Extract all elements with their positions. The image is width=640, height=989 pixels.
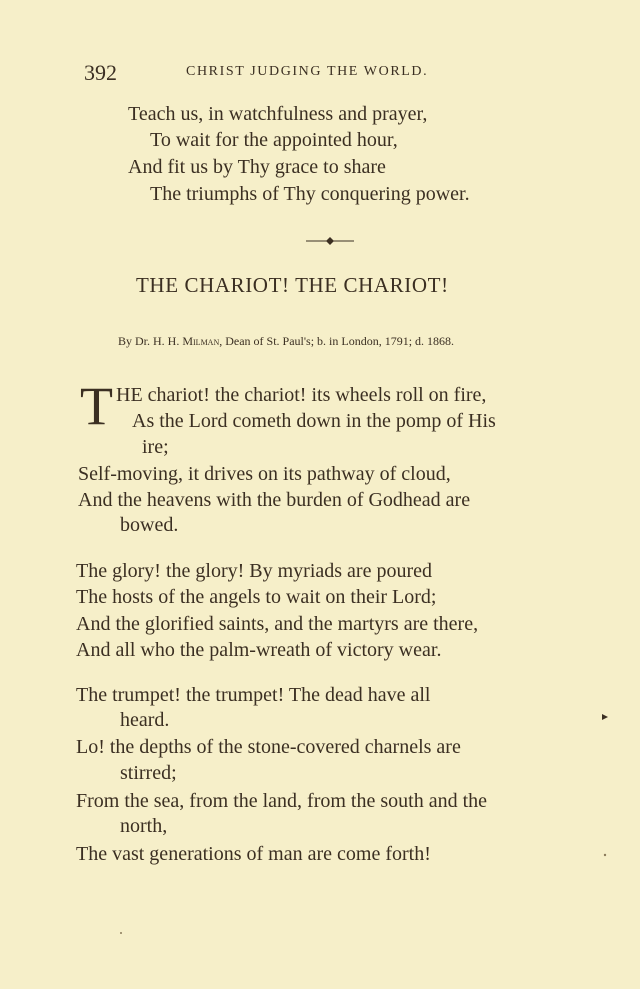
paper-speck-icon xyxy=(118,930,124,936)
prev-hymn-line-1: Teach us, in watchfulness and prayer, xyxy=(128,103,428,125)
stanza2-line-3: And the glorified saints, and the martyrs are there, xyxy=(76,613,479,635)
prev-hymn-line-2: To wait for the appointed hour, xyxy=(150,129,398,151)
stanza3-line-4: stirred; xyxy=(120,762,177,784)
stanza3-line-3: Lo! the depths of the stone-covered charnels are xyxy=(76,736,461,758)
stanza1-line-6: bowed. xyxy=(120,514,179,536)
stanza3-line-5: From the sea, from the land, from the south and the xyxy=(76,790,488,812)
stanza2-line-2: The hosts of the angels to wait on their Lord; xyxy=(76,586,437,608)
stanza1-line-4: Self-moving, it drives on its pathway of cloud, xyxy=(78,463,451,485)
hymn-title: THE CHARIOT! THE CHARIOT! xyxy=(136,273,449,297)
prev-hymn-line-3: And fit us by Thy grace to share xyxy=(128,156,386,178)
stanza1-line-5: And the heavens with the burden of Godhead are xyxy=(78,489,471,511)
running-title: CHRIST JUDGING THE WORLD. xyxy=(186,64,429,79)
hymn-byline: By Dr. H. H. Milman, Dean of St. Paul's; b. in London, 1791; d. 1868. xyxy=(118,334,455,348)
stanza1-line-1: HE chariot! the chariot! its wheels roll on fire, xyxy=(116,384,487,406)
paper-speck-icon xyxy=(602,852,608,858)
ink-mark-icon xyxy=(600,712,610,722)
stanza3-line-6: north, xyxy=(120,815,168,837)
stanza2-line-1: The glory! the glory! By myriads are poured xyxy=(76,560,433,582)
drop-cap: T xyxy=(80,376,113,436)
page-number: 392 xyxy=(84,60,117,85)
stanza3-line-7: The vast generations of man are come forth! xyxy=(76,843,431,865)
stanza2-line-4: And all who the palm-wreath of victory wear. xyxy=(76,639,442,661)
stanza3-line-2: heard. xyxy=(120,709,170,731)
ornament-divider-icon xyxy=(306,234,354,248)
stanza1-line-3: ire; xyxy=(142,436,169,458)
stanza1-line-2: As the Lord cometh down in the pomp of His xyxy=(132,410,496,432)
stanza3-line-1: The trumpet! the trumpet! The dead have all xyxy=(76,684,431,706)
prev-hymn-line-4: The triumphs of Thy conquering power. xyxy=(150,183,470,205)
